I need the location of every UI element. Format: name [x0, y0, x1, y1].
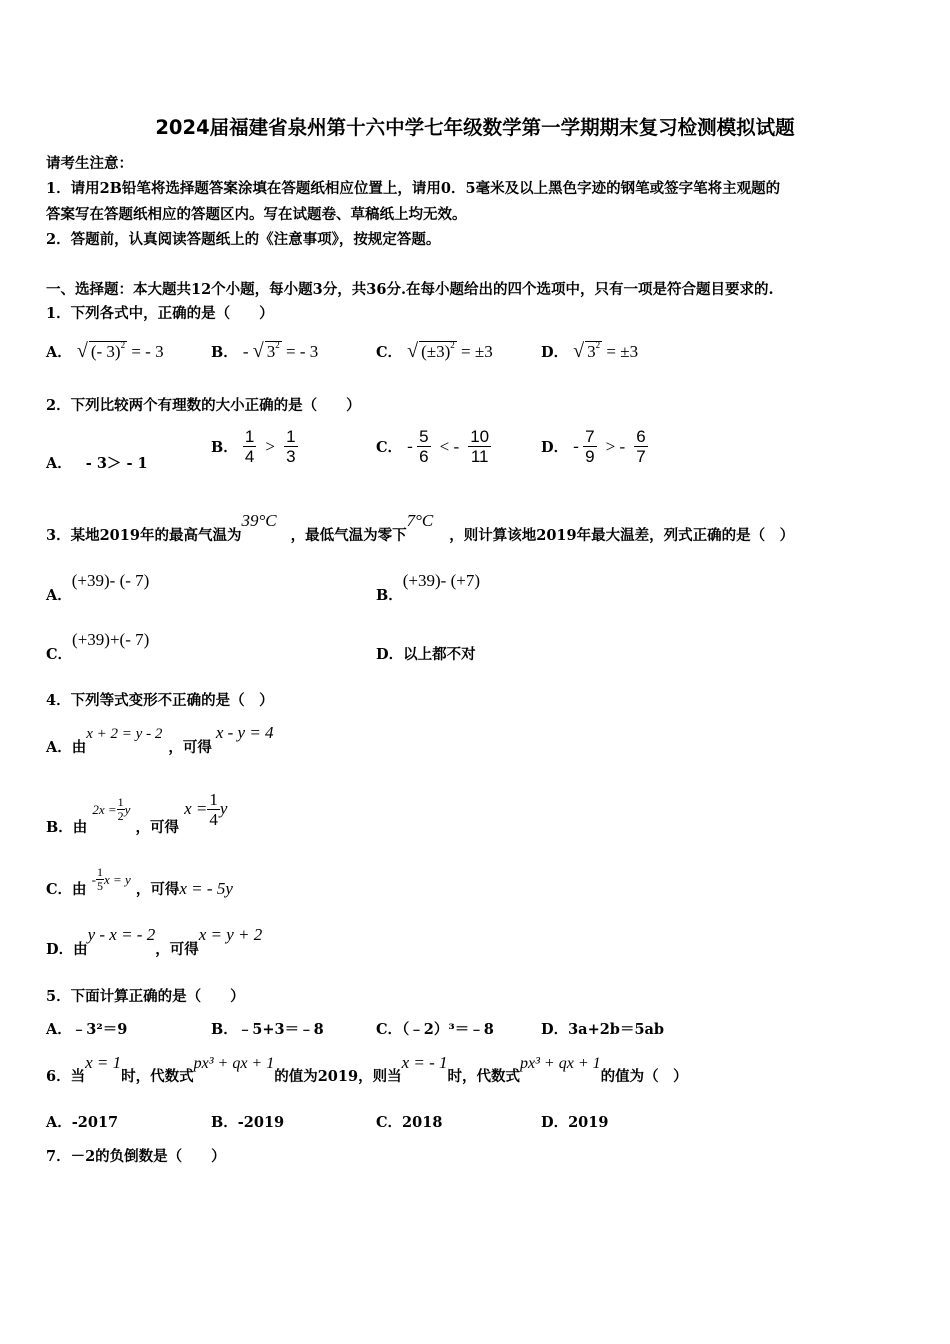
- fraction: $\frac{10}{11}$: [470, 427, 490, 466]
- q4-option-a[interactable]: [46, 722, 274, 756]
- equation: x - y = 4: [215, 723, 274, 742]
- option-label: C．: [376, 344, 403, 361]
- q2-option-d[interactable]: [541, 427, 648, 466]
- option-label: A．: [46, 344, 72, 361]
- option-label: A．由: [46, 739, 87, 756]
- q6-text: 时，代数式: [447, 1068, 521, 1085]
- fraction: $\frac{1}{4}$: [244, 427, 255, 466]
- q2-option-b[interactable]: [211, 427, 298, 466]
- option-label: D．: [541, 344, 569, 361]
- q1-stem: 1．下列各式中，正确的是（ ）: [46, 305, 274, 322]
- notice-heading: 请考生注意：: [46, 155, 133, 172]
- option-text: （﹣2）³＝﹣8: [402, 1021, 494, 1038]
- equation-part: x =: [184, 799, 208, 818]
- option-expr: (+39)- (- 7): [71, 571, 150, 590]
- equation: x + 2 = y - 2: [86, 726, 163, 742]
- fraction: $\frac{7}{9}$: [585, 427, 595, 466]
- option-label: C．: [376, 439, 403, 456]
- radical-icon: √: [252, 340, 264, 362]
- q4-option-c[interactable]: [46, 865, 233, 898]
- expr-rest: = ±3: [456, 342, 493, 361]
- option-label: D．: [541, 1021, 569, 1038]
- equation: x = - 1: [401, 1053, 448, 1072]
- q3-stem-c: ，则计算该地2019年最大温差，列式正确的是（ ）: [449, 527, 795, 544]
- option-label: C．: [376, 1114, 403, 1131]
- q6-stem: [46, 1052, 688, 1085]
- equation: x = - 5y: [179, 879, 233, 898]
- radicand: $3^2$: [587, 340, 601, 361]
- option-expr: (+39)- (+7): [402, 571, 480, 590]
- q3-stem-a: 3．某地2019年的最高气温为: [46, 527, 242, 544]
- q1-option-c[interactable]: [376, 340, 493, 363]
- q3-option-b[interactable]: [376, 570, 480, 604]
- option-label: D．: [376, 646, 404, 663]
- notice-item-1b: 答案写在答题纸相应的答题区内。写在试题卷、草稿纸上均无效。: [46, 206, 467, 223]
- connector-text: ，可得: [135, 819, 180, 836]
- option-text: - 3＞ - 1: [85, 455, 148, 472]
- option-text: -2017: [71, 1114, 119, 1131]
- q2-option-c[interactable]: [376, 427, 491, 466]
- option-label: C．: [376, 1021, 403, 1038]
- option-label: B．: [211, 1021, 238, 1038]
- q1-option-d[interactable]: [541, 340, 638, 363]
- notice-item-1a: 1．请用2B铅笔将选择题答案涂填在答题纸相应位置上，请用0．5毫米及以上黑色字迹的钢笔或签字笔将主观题的: [46, 180, 781, 197]
- option-label: A．: [46, 455, 72, 472]
- temperature-high: 39°C: [241, 511, 277, 530]
- option-expr: (+39)+(- 7): [72, 630, 150, 649]
- q6-text: 6．当: [46, 1068, 86, 1085]
- q3-option-a[interactable]: [46, 570, 150, 604]
- option-text: 2019: [568, 1114, 609, 1131]
- option-text: ﹣5+3＝﹣8: [237, 1021, 324, 1038]
- q2-option-a[interactable]: [46, 452, 148, 473]
- q5-stem: 5．下面计算正确的是（ ）: [46, 988, 245, 1005]
- q3-option-d[interactable]: [376, 643, 476, 664]
- option-text: -2019: [237, 1114, 285, 1131]
- q6-text: 的值为（ ）: [600, 1068, 688, 1085]
- q6-option-a[interactable]: [46, 1111, 118, 1132]
- equation-part: x = y: [103, 872, 131, 887]
- option-text: ﹣3²＝9: [71, 1021, 128, 1038]
- q4-stem: 4．下列等式变形不正确的是（ ）: [46, 692, 274, 709]
- q6-option-c[interactable]: [376, 1111, 442, 1132]
- q6-text: 时，代数式: [121, 1068, 194, 1085]
- connector-text: ，可得: [155, 941, 199, 958]
- option-text: 以上都不对: [403, 646, 476, 663]
- radicand: $3^2$: [266, 340, 280, 361]
- q7-stem: 7．－2的负倒数是（ ）: [46, 1148, 226, 1165]
- q6-option-b[interactable]: [211, 1111, 284, 1132]
- sign: -: [407, 436, 418, 456]
- q5-option-b[interactable]: [211, 1018, 324, 1039]
- option-text: 2018: [402, 1114, 443, 1131]
- equation-part: y: [124, 802, 131, 817]
- q3-stem: [46, 510, 795, 544]
- sign: -: [573, 436, 584, 456]
- option-label: A．: [46, 587, 72, 604]
- equation: x = y + 2: [198, 925, 263, 944]
- equation-part: -: [91, 872, 96, 887]
- expr-rest: = - 3: [281, 342, 319, 361]
- notice-item-2: 2．答题前，认真阅读答题纸上的《注意事项》，按规定答题。: [46, 231, 441, 248]
- q3-stem-b: ，最低气温为零下: [290, 527, 407, 544]
- option-text: 3a+2b＝5ab: [568, 1021, 665, 1038]
- option-label: D．: [541, 1114, 569, 1131]
- q1-option-b[interactable]: [211, 340, 318, 363]
- fraction: $\frac{1}{3}$: [286, 427, 296, 466]
- radicand: (- 3)$^2$: [90, 340, 126, 361]
- option-label: B．: [211, 344, 238, 361]
- expr-rest: = - 3: [127, 342, 164, 361]
- q4-option-d[interactable]: [46, 924, 263, 958]
- option-label: D．由: [46, 941, 88, 958]
- expression: px³ + qx + 1: [193, 1055, 275, 1072]
- q6-text: 的值为2019，则当: [274, 1068, 402, 1085]
- fraction: $\frac{6}{7}$: [636, 427, 646, 466]
- option-label: B．由: [46, 819, 88, 836]
- fraction: $\frac{1}{2}$: [117, 795, 124, 823]
- q1-option-a[interactable]: [46, 340, 164, 363]
- q4-option-b[interactable]: [46, 790, 228, 836]
- equation-part: 2x =: [92, 802, 117, 817]
- fraction: $\frac{1}{5}$: [96, 865, 103, 893]
- equation: y - x = - 2: [87, 925, 156, 944]
- radical-icon: √: [573, 340, 585, 362]
- q5-option-a[interactable]: [46, 1018, 127, 1039]
- option-label: B．: [211, 1114, 238, 1131]
- fraction: $\frac{1}{4}$: [209, 790, 218, 829]
- q5-option-c[interactable]: [376, 1018, 494, 1039]
- option-label: C．由: [46, 881, 87, 898]
- option-label: B．: [211, 439, 238, 456]
- section-heading: 一、选择题：本大题共12个小题，每小题3分，共36分.在每小题给出的四个选项中，只有一项是符合题目要求的.: [46, 281, 774, 298]
- operator: < -: [439, 436, 460, 456]
- radical-icon: √: [407, 340, 419, 362]
- radicand: $(\pm 3)^2$: [421, 340, 455, 361]
- connector-text: ，可得: [135, 881, 180, 898]
- option-label: A．: [46, 1114, 72, 1131]
- option-label: A．: [46, 1021, 72, 1038]
- q2-stem: 2．下列比较两个有理数的大小正确的是（ ）: [46, 397, 361, 414]
- q5-option-d[interactable]: [541, 1018, 664, 1039]
- expr-rest: = ±3: [602, 342, 639, 361]
- radical-icon: √: [76, 340, 88, 362]
- q3-option-c[interactable]: [46, 629, 150, 663]
- operator: > -: [605, 436, 626, 456]
- option-label: B．: [376, 587, 403, 604]
- equation-part: y: [219, 799, 228, 818]
- q6-option-d[interactable]: [541, 1111, 608, 1132]
- option-label: C．: [46, 646, 73, 663]
- option-label: D．: [541, 439, 569, 456]
- fraction: $\frac{5}{6}$: [419, 427, 429, 466]
- equation: x = 1: [85, 1053, 122, 1072]
- expr-prefix: -: [242, 342, 253, 361]
- page-title: 2024届福建省泉州第十六中学七年级数学第一学期期末复习检测模拟试题: [155, 116, 795, 139]
- connector-text: ，可得: [168, 739, 212, 756]
- temperature-low: 7°C: [406, 511, 434, 530]
- expression: px³ + qx + 1: [520, 1055, 601, 1072]
- operator: >: [265, 436, 276, 456]
